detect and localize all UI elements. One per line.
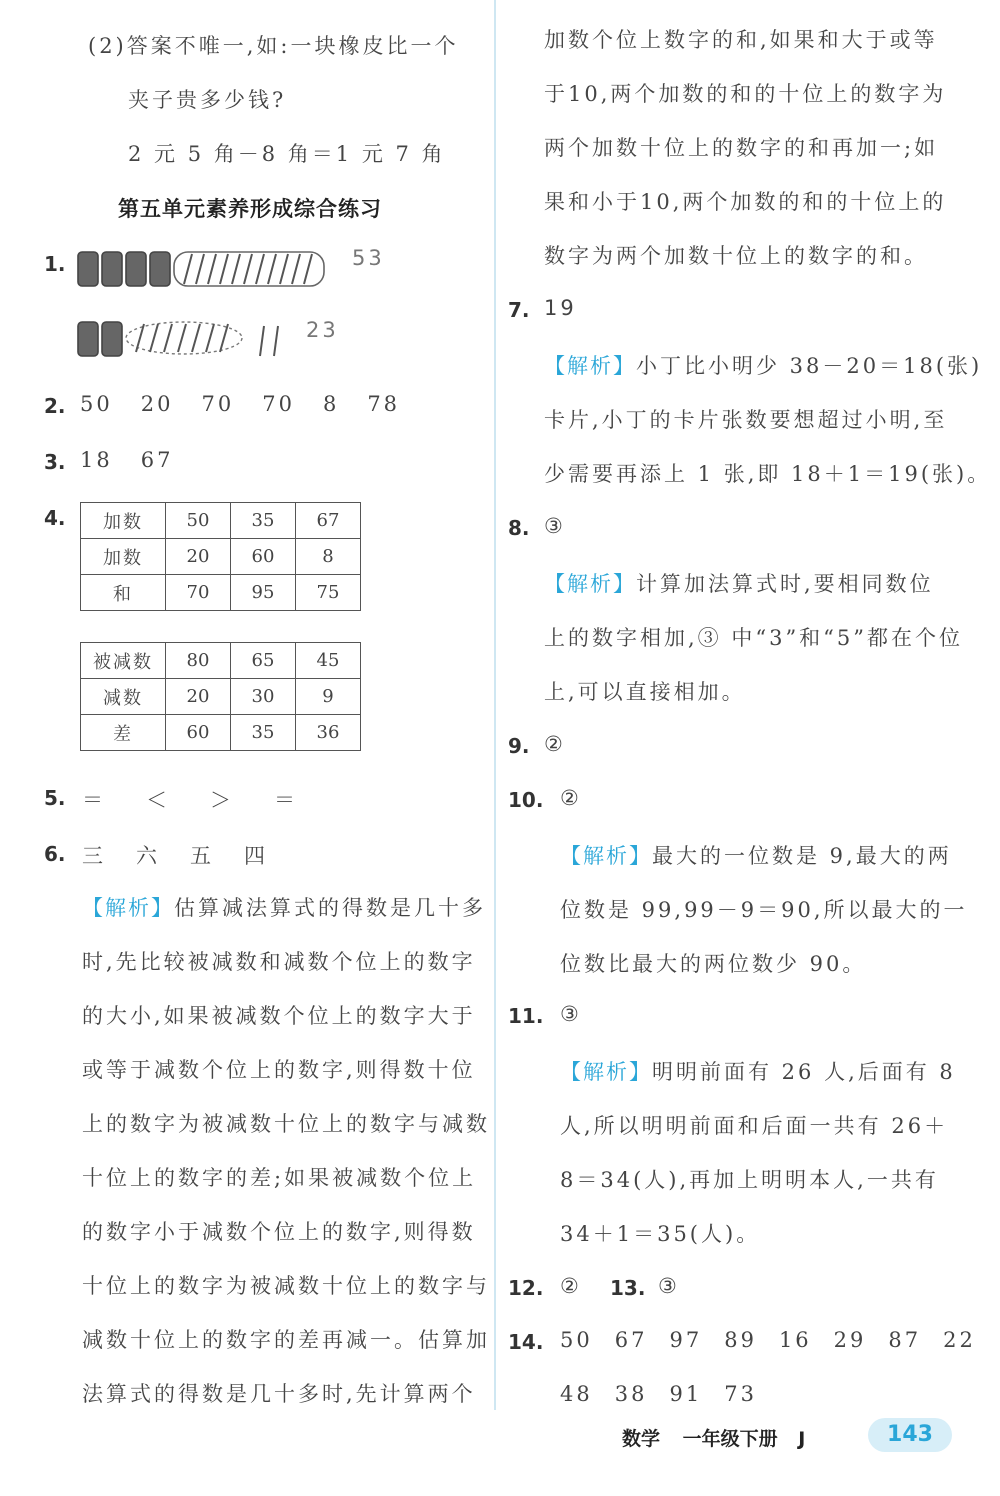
table-cell: 65 — [231, 643, 296, 679]
q3-answer: 18 — [80, 448, 113, 472]
q6-explanation-line: 上的数字为被减数十位上的数字与减数 — [82, 1112, 490, 1136]
q11-answer: ③ — [560, 1002, 582, 1026]
q14-answer: 50 — [560, 1328, 593, 1352]
table-cell: 差 — [81, 715, 166, 751]
intro-line-3: 2 元 5 角－8 角＝1 元 7 角 — [128, 142, 446, 166]
q13-answer: ③ — [658, 1274, 680, 1298]
footer-grade: 一年级下册 — [682, 1428, 778, 1450]
q13-number: 13. — [610, 1276, 646, 1300]
q2-answers — [80, 392, 428, 416]
addition-table — [80, 502, 361, 611]
stick-bundles-figure-1 — [74, 244, 334, 294]
q12-number: 12. — [508, 1276, 544, 1300]
q6-explanation-line: 的数字小于减数个位上的数字,则得数 — [82, 1220, 476, 1244]
q11-explanation-line: 人,所以明明前面和后面一共有 26＋ — [560, 1114, 949, 1138]
q14-answer: 73 — [724, 1382, 757, 1406]
q2-answer: 20 — [140, 392, 174, 416]
table-cell: 50 — [166, 503, 231, 539]
subtraction-table — [80, 642, 361, 751]
q10-answer: ② — [560, 786, 582, 810]
q10-explanation-line: 【解析】最大的一位数是 9,最大的两 — [560, 844, 952, 868]
q5-answers — [82, 784, 326, 814]
q5-answer: ＜ — [146, 788, 170, 812]
continued-line: 数字为两个加数十位上的数字的和。 — [544, 244, 928, 268]
table-cell: 80 — [166, 643, 231, 679]
q8-number: 8. — [508, 516, 530, 540]
footer-edition: J — [798, 1428, 806, 1450]
explanation-tag: 【解析】 — [544, 572, 636, 596]
q6-answer: 五 — [190, 844, 214, 868]
q14-answer: 38 — [614, 1382, 648, 1406]
q10-number: 10. — [508, 788, 544, 812]
q6-explanation-line: 或等于减数个位上的数字,则得数十位 — [82, 1058, 476, 1082]
table-cell: 9 — [296, 679, 361, 715]
q6-answer: 四 — [244, 844, 268, 868]
q7-answer: 19 — [544, 296, 577, 320]
q14-answer: 48 — [560, 1382, 593, 1406]
table-cell: 45 — [296, 643, 361, 679]
footer-label — [622, 1424, 805, 1451]
table-cell: 加数 — [81, 539, 166, 575]
q6-answer: 六 — [136, 844, 160, 868]
q6-answer: 三 — [82, 844, 106, 868]
q6-explanation-line: 【解析】估算减法算式的得数是几十多 — [82, 896, 486, 920]
table-cell: 95 — [231, 575, 296, 611]
table-cell: 20 — [166, 539, 231, 575]
table-cell: 减数 — [81, 679, 166, 715]
q10-explanation-line: 位数是 99,99－9＝90,所以最大的一 — [560, 898, 968, 922]
q6-explanation-line: 十位上的数字为被减数十位上的数字与 — [82, 1274, 490, 1298]
intro-line-1: (2)答案不唯一,如:一块橡皮比一个 — [88, 34, 459, 58]
section-title: 第五单元素养形成综合练习 — [118, 197, 382, 221]
q2-number: 2. — [44, 394, 66, 418]
q14-answer: 67 — [614, 1328, 648, 1352]
q6-answers — [82, 840, 296, 870]
q6-explanation-line: 的大小,如果被减数个位上的数字大于 — [82, 1004, 476, 1028]
q5-answer: ＞ — [210, 788, 234, 812]
continued-line: 于10,两个加数的和的十位上的数字为 — [544, 82, 947, 106]
explanation-tag: 【解析】 — [544, 354, 636, 378]
q2-answer: 50 — [80, 392, 113, 416]
table-cell: 75 — [296, 575, 361, 611]
q14-answer: 97 — [669, 1328, 703, 1352]
q10-explanation-line: 位数比最大的两位数少 90。 — [560, 952, 867, 976]
table-cell: 被减数 — [81, 643, 166, 679]
q8-explanation-line: 【解析】计算加法算式时,要相同数位 — [544, 572, 934, 596]
q5-number: 5. — [44, 786, 66, 810]
explanation-tag: 【解析】 — [560, 844, 652, 868]
q7-explanation-line: 卡片,小丁的卡片张数要想超过小明,至 — [544, 408, 948, 432]
continued-line: 两个加数十位上的数字的和再加一;如 — [544, 136, 939, 160]
table-cell: 35 — [231, 503, 296, 539]
q6-explanation-line: 减数十位上的数字的差再减一。估算加 — [82, 1328, 490, 1352]
q14-answer: 29 — [833, 1328, 867, 1352]
stick-bundles-figure-2 — [74, 316, 294, 364]
q9-answer: ② — [544, 732, 566, 756]
q5-answer: ＝ — [274, 788, 298, 812]
continued-line: 果和小于10,两个加数的和的十位上的 — [544, 190, 947, 214]
table-cell: 加数 — [81, 503, 166, 539]
intro-line-2: 夹子贵多少钱? — [128, 88, 287, 112]
table-cell: 36 — [296, 715, 361, 751]
table-cell: 20 — [166, 679, 231, 715]
q6-explanation-line: 时,先比较被减数和减数个位上的数字 — [82, 950, 476, 974]
q12-answer: ② — [560, 1274, 582, 1298]
q11-explanation-line: 34＋1＝35(人)。 — [560, 1222, 761, 1246]
column-divider — [494, 0, 496, 1410]
q14-answer: 89 — [724, 1328, 757, 1352]
q2-answer: 70 — [262, 392, 295, 416]
q1-value-2: 23 — [306, 318, 339, 342]
q2-answer: 8 — [322, 392, 340, 416]
q1-value-1: 53 — [352, 246, 385, 270]
q8-answer: ③ — [544, 514, 566, 538]
q14-answer: 91 — [669, 1382, 703, 1406]
q7-number: 7. — [508, 298, 530, 322]
q6-explanation-line: 十位上的数字的差;如果被减数个位上 — [82, 1166, 477, 1190]
q9-number: 9. — [508, 734, 530, 758]
q14-answers-row-2 — [560, 1382, 785, 1406]
table-cell: 和 — [81, 575, 166, 611]
q5-answer: ＝ — [82, 788, 106, 812]
table-cell: 60 — [231, 539, 296, 575]
q11-explanation-line: 8＝34(人),再加上明明本人,一共有 — [560, 1168, 939, 1192]
q14-answer: 22 — [943, 1328, 976, 1352]
table-cell: 67 — [296, 503, 361, 539]
explanation-tag: 【解析】 — [82, 896, 174, 920]
q7-explanation-line: 【解析】小丁比小明少 38－20＝18(张) — [544, 354, 983, 378]
q14-answers-row-1 — [560, 1328, 1000, 1352]
q11-number: 11. — [508, 1004, 544, 1028]
table-cell: 35 — [231, 715, 296, 751]
table-cell: 60 — [166, 715, 231, 751]
q3-number: 3. — [44, 450, 66, 474]
explanation-tag: 【解析】 — [560, 1060, 652, 1084]
q14-answer: 87 — [888, 1328, 922, 1352]
q3-answers — [80, 448, 201, 472]
table-cell: 8 — [296, 539, 361, 575]
q2-answer: 70 — [201, 392, 235, 416]
q8-explanation-line: 上的数字相加,③ 中“3”和“5”都在个位 — [544, 626, 964, 650]
continued-line: 加数个位上数字的和,如果和大于或等 — [544, 28, 938, 52]
footer-subject: 数学 — [622, 1428, 661, 1450]
q2-answer: 78 — [367, 392, 401, 416]
q6-number: 6. — [44, 842, 66, 866]
q14-number: 14. — [508, 1330, 544, 1354]
q4-number: 4. — [44, 506, 66, 530]
page-number: 143 — [868, 1418, 952, 1452]
table-cell: 70 — [166, 575, 231, 611]
q8-explanation-line: 上,可以直接相加。 — [544, 680, 746, 704]
q11-explanation-line: 【解析】明明前面有 26 人,后面有 8 — [560, 1060, 956, 1084]
q1-number: 1. — [44, 252, 66, 276]
q7-explanation-line: 少需要再添上 1 张,即 18＋1＝19(张)。 — [544, 462, 992, 486]
table-cell: 30 — [231, 679, 296, 715]
q14-answer: 16 — [778, 1328, 812, 1352]
q6-explanation-line: 法算式的得数是几十多时,先计算两个 — [82, 1382, 476, 1406]
q3-answer: 67 — [140, 448, 174, 472]
